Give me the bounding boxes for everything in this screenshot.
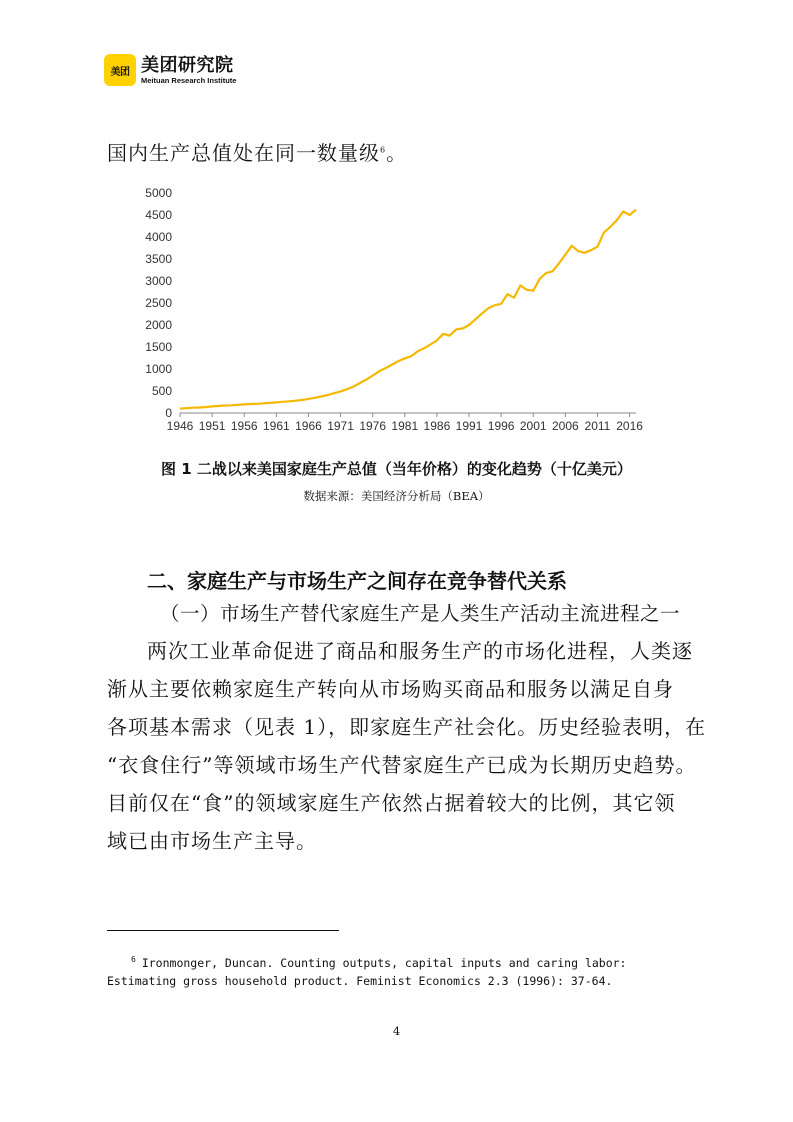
x-tick-label: 1996 xyxy=(487,419,515,433)
x-tick-label: 1991 xyxy=(455,419,483,433)
x-tick-label: 1971 xyxy=(327,419,354,433)
x-tick-label: 1981 xyxy=(391,419,419,433)
section-subheading: （一）市场生产替代家庭生产是人类生产活动主流进程之一 xyxy=(160,602,681,625)
paragraph-line: 目前仅在“食”的领域家庭生产依然占据着较大的比例，其它领 xyxy=(107,791,676,815)
x-tick-label: 1986 xyxy=(423,419,451,433)
logo-mark: 美团 xyxy=(104,54,136,86)
y-tick-label: 4000 xyxy=(145,230,172,244)
y-tick-label: 0 xyxy=(165,406,172,420)
y-tick-label: 3000 xyxy=(145,274,172,288)
figure-source: 数据来源：美国经济分析局（BEA） xyxy=(303,489,490,503)
y-tick-label: 1500 xyxy=(145,340,172,354)
logo-text xyxy=(141,56,236,85)
paragraph-line: 两次工业革命促进了商品和服务生产的市场化进程，人类逐 xyxy=(147,639,693,663)
paragraph-line: 域已由市场生产主导。 xyxy=(107,829,317,853)
logo-chinese-name: 美团研究院 xyxy=(141,54,234,76)
y-tick-label: 500 xyxy=(151,384,172,398)
x-tick-label: 2006 xyxy=(552,419,579,433)
intro-end: 。 xyxy=(386,141,408,165)
footnote-reference: 6 xyxy=(380,145,387,155)
x-tick-label: 1966 xyxy=(295,419,322,433)
x-tick-label: 1976 xyxy=(359,419,387,433)
y-tick-label: 4500 xyxy=(145,208,172,222)
footnote-line: Estimating gross household product. Feminist Economics 2.3 (1996): 37-64. xyxy=(107,974,613,988)
x-tick-label: 1946 xyxy=(166,419,194,433)
x-tick-label: 1951 xyxy=(198,419,226,433)
figure-title: 图 1 二战以来美国家庭生产总值（当年价格）的变化趋势（十亿美元） xyxy=(161,460,632,478)
footnote-mark: 6 xyxy=(131,955,136,965)
household-production-line-chart xyxy=(0,180,793,440)
intro-text: 国内生产总值处在同一数量级 xyxy=(107,141,380,165)
y-tick-label: 5000 xyxy=(145,186,172,200)
y-tick-label: 2500 xyxy=(145,296,172,310)
y-tick-label: 1000 xyxy=(145,362,172,376)
paragraph-line: 渐从主要依赖家庭生产转向从市场购买商品和服务以满足自身 xyxy=(107,677,674,701)
y-tick-label: 2000 xyxy=(145,318,172,332)
x-tick-label: 1956 xyxy=(230,419,258,433)
x-tick-label: 1961 xyxy=(262,419,290,433)
section-heading: 二、家庭生产与市场生产之间存在竞争替代关系 xyxy=(147,569,567,593)
y-tick-label: 3500 xyxy=(145,252,172,266)
meituan-logo xyxy=(104,54,236,86)
x-tick-label: 2016 xyxy=(616,419,643,433)
logo-english-name: Meituan Research Institute xyxy=(141,75,237,85)
footnote-line xyxy=(107,956,697,970)
series-line xyxy=(180,210,636,409)
page-number: 4 xyxy=(392,1024,401,1038)
footnote-text-1: Ironmonger, Duncan. Counting outputs, capital inputs and caring labor: xyxy=(141,956,627,970)
x-tick-label: 2011 xyxy=(584,419,611,433)
x-tick-label: 2001 xyxy=(519,419,547,433)
paragraph-line: 各项基本需求（见表 1），即家庭生产社会化。历史经验表明，在 xyxy=(107,715,707,739)
footnote-divider xyxy=(107,930,339,931)
paragraph-line: “衣食住行”等领域市场生产代替家庭生产已成为长期历史趋势。 xyxy=(107,753,697,777)
intro-paragraph xyxy=(107,141,407,165)
